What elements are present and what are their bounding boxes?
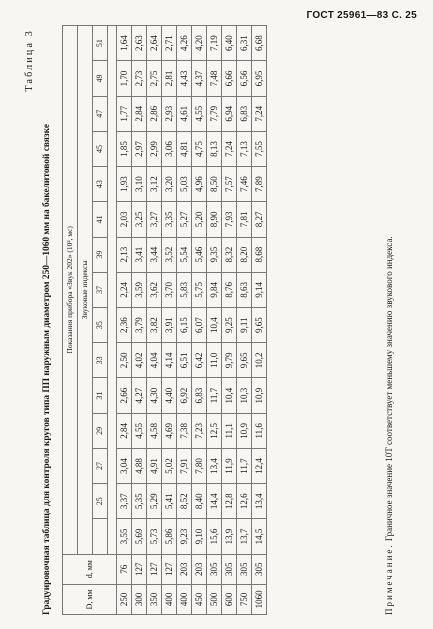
table-row bbox=[222, 26, 237, 615]
cell-value: 2,86 bbox=[147, 96, 162, 131]
note-text: Граничное значение 10Т соответствует меньшему значению звукового индекса. bbox=[384, 236, 394, 542]
cell-value: 2,71 bbox=[162, 26, 177, 61]
cell-value: 10,9 bbox=[237, 413, 252, 448]
table-number: Таблица 3 bbox=[24, 29, 35, 92]
cell-value: 7,19 bbox=[207, 26, 222, 61]
cell-value: 2,75 bbox=[147, 61, 162, 96]
cell-value: 5,69 bbox=[132, 519, 147, 554]
cell-value: 4,75 bbox=[192, 131, 207, 166]
cell-value: 5,03 bbox=[177, 167, 192, 202]
cell-d: 305 bbox=[222, 554, 237, 584]
cell-value: 2,64 bbox=[147, 26, 162, 61]
cell-value: 3,55 bbox=[117, 519, 132, 554]
cell-value: 7,38 bbox=[177, 413, 192, 448]
cell-value: 3,62 bbox=[147, 272, 162, 307]
cell-value: 4,20 bbox=[192, 26, 207, 61]
cell-value: 11,7 bbox=[237, 448, 252, 483]
cell-value: 7,91 bbox=[177, 448, 192, 483]
cell-value: 5,83 bbox=[177, 272, 192, 307]
cell-value: 4,43 bbox=[177, 61, 192, 96]
index-header-cell: 41 bbox=[93, 202, 108, 237]
cell-value: 2,63 bbox=[132, 26, 147, 61]
cell-value: 7,48 bbox=[207, 61, 222, 96]
cell-value: 3,41 bbox=[132, 237, 147, 272]
col-header-d: d, мм bbox=[63, 554, 117, 584]
cell-value: 8,40 bbox=[192, 484, 207, 519]
cell-d: 127 bbox=[132, 554, 147, 584]
cell-value: 4,30 bbox=[147, 378, 162, 413]
cell-value: 8,20 bbox=[237, 237, 252, 272]
cell-D: 250 bbox=[117, 584, 132, 614]
cell-value: 7,93 bbox=[222, 202, 237, 237]
cell-value: 5,20 bbox=[192, 202, 207, 237]
cell-value: 7,79 bbox=[207, 96, 222, 131]
index-header-cell: 51 bbox=[93, 26, 108, 61]
cell-D: 450 bbox=[192, 584, 207, 614]
cell-value: 12,5 bbox=[207, 413, 222, 448]
cell-d: 305 bbox=[207, 554, 222, 584]
cell-value: 2,66 bbox=[117, 378, 132, 413]
cell-value: 4,88 bbox=[132, 448, 147, 483]
cell-value: 9,11 bbox=[237, 307, 252, 342]
cell-value: 2,13 bbox=[117, 237, 132, 272]
cell-value: 3,91 bbox=[162, 307, 177, 342]
cell-value: 4,37 bbox=[192, 61, 207, 96]
cell-value: 1,70 bbox=[117, 61, 132, 96]
cell-value: 8,50 bbox=[207, 167, 222, 202]
cell-D: 350 bbox=[147, 584, 162, 614]
cell-value: 6,83 bbox=[192, 378, 207, 413]
note-label: Примечание. bbox=[384, 543, 394, 615]
cell-value: 7,81 bbox=[237, 202, 252, 237]
cell-d: 305 bbox=[237, 554, 252, 584]
cell-value: 6,15 bbox=[177, 307, 192, 342]
cell-value: 4,58 bbox=[147, 413, 162, 448]
cell-value: 9,65 bbox=[252, 307, 267, 342]
table-row bbox=[207, 26, 222, 615]
cell-value: 3,70 bbox=[162, 272, 177, 307]
cell-D: 600 bbox=[222, 584, 237, 614]
cell-D: 300 bbox=[132, 584, 147, 614]
table-note bbox=[384, 25, 394, 615]
cell-value: 1,93 bbox=[117, 167, 132, 202]
cell-value: 13,9 bbox=[222, 519, 237, 554]
table-row bbox=[177, 26, 192, 615]
cell-value: 6,68 bbox=[252, 26, 267, 61]
cell-value: 2,73 bbox=[132, 61, 147, 96]
cell-value: 5,75 bbox=[192, 272, 207, 307]
cell-value: 4,91 bbox=[147, 448, 162, 483]
cell-value: 4,55 bbox=[132, 413, 147, 448]
cell-value: 1,85 bbox=[117, 131, 132, 166]
cell-D: 500 bbox=[207, 584, 222, 614]
cell-value: 8,68 bbox=[252, 237, 267, 272]
cell-value: 4,81 bbox=[177, 131, 192, 166]
cell-value: 8,27 bbox=[252, 202, 267, 237]
readings-header: Показания прибора «Звук 202» (10², мс) bbox=[63, 26, 78, 555]
cell-value: 4,96 bbox=[192, 167, 207, 202]
cell-value: 1,77 bbox=[117, 96, 132, 131]
cell-value: 5,73 bbox=[147, 519, 162, 554]
cell-value: 2,84 bbox=[117, 413, 132, 448]
cell-value: 13,4 bbox=[207, 448, 222, 483]
cell-d: 305 bbox=[252, 554, 267, 584]
table-row bbox=[162, 26, 177, 615]
cell-value: 2,81 bbox=[162, 61, 177, 96]
calibration-table bbox=[62, 25, 267, 615]
cell-value: 5,86 bbox=[162, 519, 177, 554]
cell-value: 5,02 bbox=[162, 448, 177, 483]
cell-value: 3,44 bbox=[147, 237, 162, 272]
cell-value: 4,27 bbox=[132, 378, 147, 413]
cell-value: 7,13 bbox=[237, 131, 252, 166]
cell-value: 11,9 bbox=[222, 448, 237, 483]
cell-value: 2,50 bbox=[117, 343, 132, 378]
index-blank-cell bbox=[93, 519, 108, 554]
cell-value: 14,4 bbox=[207, 484, 222, 519]
cell-value: 7,80 bbox=[192, 448, 207, 483]
cell-value: 12,6 bbox=[237, 484, 252, 519]
cell-value: 3,82 bbox=[147, 307, 162, 342]
cell-D: 400 bbox=[177, 584, 192, 614]
cell-value: 3,79 bbox=[132, 307, 147, 342]
cell-value: 7,55 bbox=[252, 131, 267, 166]
table-row bbox=[132, 26, 147, 615]
cell-value: 9,25 bbox=[222, 307, 237, 342]
cell-value: 3,27 bbox=[147, 202, 162, 237]
cell-value: 5,54 bbox=[177, 237, 192, 272]
cell-value: 8,13 bbox=[207, 131, 222, 166]
cell-value: 11,6 bbox=[252, 413, 267, 448]
cell-value: 3,12 bbox=[147, 167, 162, 202]
index-header-cell: 43 bbox=[93, 167, 108, 202]
cell-value: 5,29 bbox=[147, 484, 162, 519]
cell-value: 9,65 bbox=[237, 343, 252, 378]
index-header-cell: 37 bbox=[93, 272, 108, 307]
cell-value: 15,6 bbox=[207, 519, 222, 554]
cell-value: 11,7 bbox=[207, 378, 222, 413]
cell-value: 9,84 bbox=[207, 272, 222, 307]
cell-value: 4,14 bbox=[162, 343, 177, 378]
col-header-D: D, мм bbox=[63, 584, 117, 614]
page-header: ГОСТ 25961—83 С. 25 bbox=[306, 10, 417, 21]
index-header-cell: 27 bbox=[93, 448, 108, 483]
cell-value: 3,35 bbox=[162, 202, 177, 237]
cell-value: 9,35 bbox=[207, 237, 222, 272]
cell-value: 8,90 bbox=[207, 202, 222, 237]
cell-value: 11,0 bbox=[207, 343, 222, 378]
index-header-cell: 25 bbox=[93, 484, 108, 519]
cell-value: 13,4 bbox=[252, 484, 267, 519]
cell-value: 9,23 bbox=[177, 519, 192, 554]
cell-value: 12,8 bbox=[222, 484, 237, 519]
cell-D: 400 bbox=[162, 584, 177, 614]
cell-value: 5,27 bbox=[177, 202, 192, 237]
cell-D: 1060 bbox=[252, 584, 267, 614]
cell-value: 4,02 bbox=[132, 343, 147, 378]
cell-value: 2,36 bbox=[117, 307, 132, 342]
table-row bbox=[252, 26, 267, 615]
cell-value: 4,26 bbox=[177, 26, 192, 61]
index-header-cell: 49 bbox=[93, 61, 108, 96]
cell-value: 7,57 bbox=[222, 167, 237, 202]
index-header-cell: 39 bbox=[93, 237, 108, 272]
cell-value: 2,84 bbox=[132, 96, 147, 131]
cell-value: 6,94 bbox=[222, 96, 237, 131]
cell-value: 6,83 bbox=[237, 96, 252, 131]
cell-value: 9,79 bbox=[222, 343, 237, 378]
cell-value: 4,40 bbox=[162, 378, 177, 413]
cell-value: 12,4 bbox=[252, 448, 267, 483]
cell-value: 7,24 bbox=[252, 96, 267, 131]
cell-value: 6,56 bbox=[237, 61, 252, 96]
cell-value: 1,64 bbox=[117, 26, 132, 61]
cell-value: 3,06 bbox=[162, 131, 177, 166]
cell-value: 7,24 bbox=[222, 131, 237, 166]
cell-value: 7,46 bbox=[237, 167, 252, 202]
header-spacer bbox=[108, 26, 117, 555]
index-header-cell: 33 bbox=[93, 343, 108, 378]
cell-value: 6,07 bbox=[192, 307, 207, 342]
cell-d: 203 bbox=[192, 554, 207, 584]
cell-value: 3,25 bbox=[132, 202, 147, 237]
cell-value: 10,4 bbox=[222, 378, 237, 413]
cell-value: 9,14 bbox=[252, 272, 267, 307]
cell-value: 6,31 bbox=[237, 26, 252, 61]
cell-value: 3,10 bbox=[132, 167, 147, 202]
cell-value: 8,76 bbox=[222, 272, 237, 307]
cell-d: 76 bbox=[117, 554, 132, 584]
cell-value: 6,66 bbox=[222, 61, 237, 96]
index-header-cell: 35 bbox=[93, 307, 108, 342]
cell-value: 2,97 bbox=[132, 131, 147, 166]
cell-value: 2,99 bbox=[147, 131, 162, 166]
cell-d: 203 bbox=[177, 554, 192, 584]
table-row bbox=[117, 26, 132, 615]
cell-value: 8,52 bbox=[177, 484, 192, 519]
cell-value: 10,3 bbox=[237, 378, 252, 413]
cell-value: 7,89 bbox=[252, 167, 267, 202]
table-row bbox=[147, 26, 162, 615]
cell-value: 3,52 bbox=[162, 237, 177, 272]
cell-value: 11,1 bbox=[222, 413, 237, 448]
index-header-cell: 47 bbox=[93, 96, 108, 131]
cell-d: 127 bbox=[147, 554, 162, 584]
cell-value: 5,35 bbox=[132, 484, 147, 519]
cell-value: 13,7 bbox=[237, 519, 252, 554]
cell-value: 8,63 bbox=[237, 272, 252, 307]
cell-value: 6,92 bbox=[177, 378, 192, 413]
index-header-cell: 31 bbox=[93, 378, 108, 413]
cell-value: 2,24 bbox=[117, 272, 132, 307]
cell-value: 6,42 bbox=[192, 343, 207, 378]
cell-value: 5,41 bbox=[162, 484, 177, 519]
cell-value: 4,69 bbox=[162, 413, 177, 448]
rotated-table-block bbox=[20, 25, 415, 615]
cell-value: 2,93 bbox=[162, 96, 177, 131]
cell-value: 6,95 bbox=[252, 61, 267, 96]
table-caption: Градуировочная таблица для контроля кругов типа ПП наружным диаметром 250—1060 мм на бакелитовой связке bbox=[42, 124, 52, 615]
cell-value: 10,9 bbox=[252, 378, 267, 413]
cell-value: 6,40 bbox=[222, 26, 237, 61]
cell-value: 4,55 bbox=[192, 96, 207, 131]
cell-value: 2,03 bbox=[117, 202, 132, 237]
index-header-cell: 29 bbox=[93, 413, 108, 448]
cell-value: 14,5 bbox=[252, 519, 267, 554]
cell-value: 4,61 bbox=[177, 96, 192, 131]
cell-value: 3,04 bbox=[117, 448, 132, 483]
cell-d: 127 bbox=[162, 554, 177, 584]
index-header-cell: 45 bbox=[93, 131, 108, 166]
cell-value: 10,4 bbox=[207, 307, 222, 342]
cell-value: 8,32 bbox=[222, 237, 237, 272]
cell-value: 9,10 bbox=[192, 519, 207, 554]
cell-value: 3,20 bbox=[162, 167, 177, 202]
cell-value: 6,51 bbox=[177, 343, 192, 378]
table-row bbox=[192, 26, 207, 615]
cell-value: 5,46 bbox=[192, 237, 207, 272]
cell-value: 3,37 bbox=[117, 484, 132, 519]
cell-value: 4,04 bbox=[147, 343, 162, 378]
cell-D: 750 bbox=[237, 584, 252, 614]
cell-value: 3,59 bbox=[132, 272, 147, 307]
cell-value: 7,23 bbox=[192, 413, 207, 448]
indices-header: Звуковые индексы bbox=[78, 26, 93, 555]
table-row bbox=[237, 26, 252, 615]
cell-value: 10,2 bbox=[252, 343, 267, 378]
